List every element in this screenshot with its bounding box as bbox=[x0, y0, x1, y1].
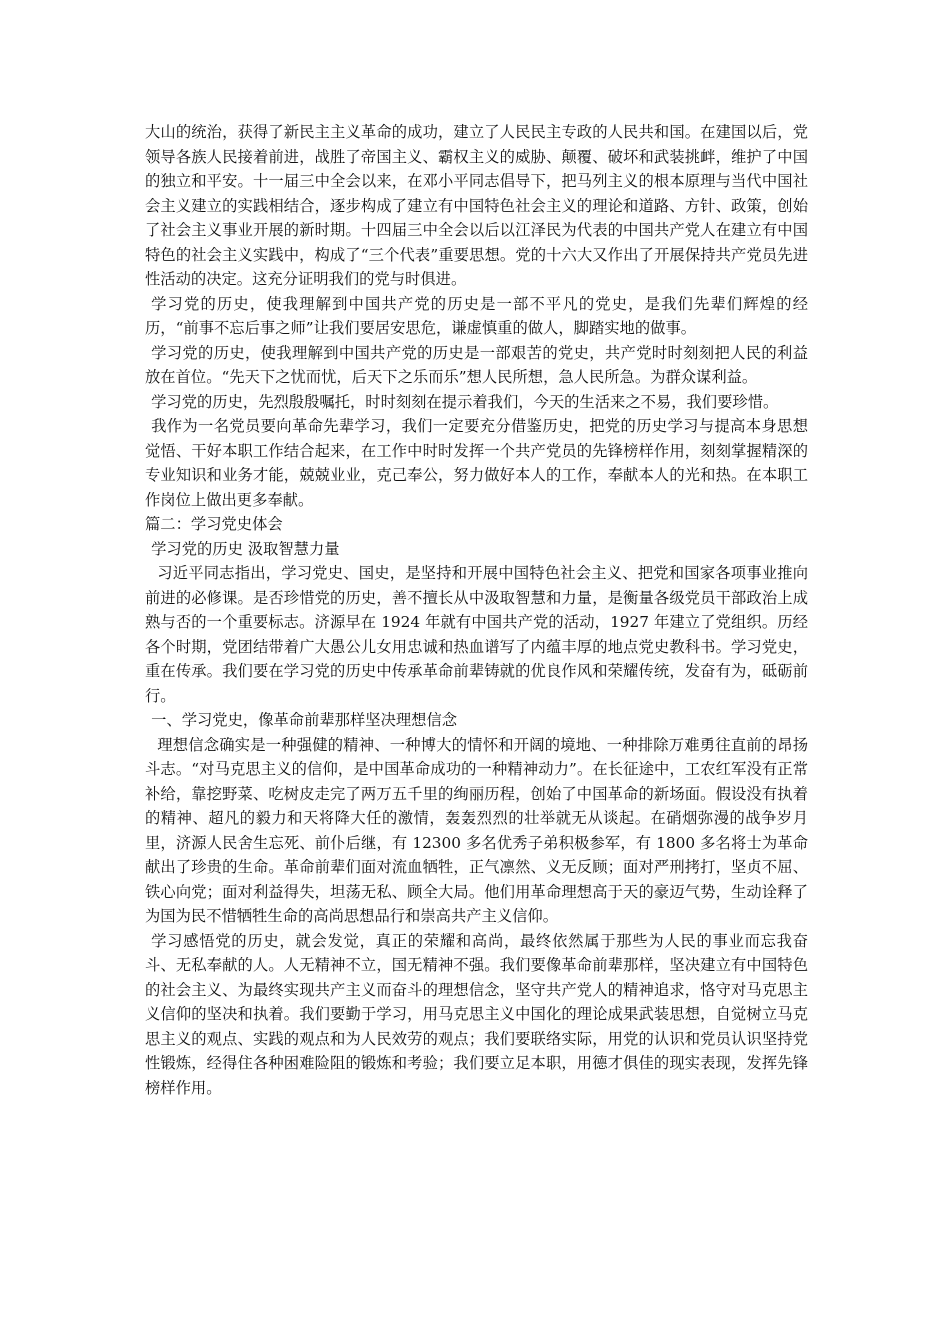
subheading-1: 一、学习党史，像革命前辈那样坚决理想信念 bbox=[151, 711, 458, 729]
article-title: 学习党的历史 汲取智慧力量 bbox=[151, 539, 340, 558]
paragraph-8: 学习感悟党的历史，就会发觉，真正的荣耀和高尚，最终依然属于那些为人民的事业而忘我奋斗、无私奉献的人。人无精神不立，国无精神不强。我们要像革命前辈那样，坚决建立有中国特色的社会主义、为最终实现共产主义而奋斗的理想信念，坚守共产党人的精神追求，恪守对马克思主义信仰的坚决和执着。我们要勤于学习，用马克思主义中国化的理论成果武装思想，自觉树立马克思主义的观点、实践的观点和为人民效劳的观点；我们要联络实际，用党的认识和党员认识坚持党性锻炼，经得住各种困难险阻的锻炼和考验；我们要立足本职，用德才俱佳的现实表现，发挥先锋榜样作用。 bbox=[145, 931, 808, 1097]
document-page bbox=[145, 120, 808, 1100]
paragraph-4: 学习党的历史，先烈殷殷嘱托，时时刻刻在提示着我们，今天的生活来之不易，我们要珍惜。 bbox=[151, 392, 779, 411]
paragraph-3: 学习党的历史，使我理解到中国共产党的历史是一部艰苦的党史，共产党时时刻刻把人民的利益放在首位。“先天下之忧而忧，后天下之乐而乐”想人民所想，急人民所急。为群众谋利益。 bbox=[145, 343, 808, 386]
paragraph-1: 大山的统治，获得了新民主主义革命的成功，建立了人民民主专政的人民共和国。在建国以后，党领导各族人民接着前进，战胜了帝国主义、霸权主义的威胁、颠覆、破坏和武装挑衅，维护了中国的独立和平安。十一届三中全会以来，在邓小平同志倡导下，把马列主义的根本原理与当代中国社会主义建立的实践相结合，逐步构成了建立有中国特色社会主义的理论和道路、方针、政策，创始了社会主义事业开展的新时期。十四届三中全会以后以江泽民为代表的中国共产党人在建立有中国特色的社会主义实践中，构成了“三个代表”重要思想。党的十六大又作出了开展保持共产党员先进性活动的决定。这充分证明我们的党与时俱进。 bbox=[145, 123, 808, 288]
section-heading: 篇二：学习党史体会 bbox=[145, 515, 283, 533]
paragraph-2: 学习党的历史，使我理解到中国共产党的历史是一部不平凡的党史，是我们先辈们辉煌的经历，“前事不忘后事之师”让我们要居安思危，谦虚慎重的做人，脚踏实地的做事。 bbox=[145, 294, 808, 337]
paragraph-6: 习近平同志指出，学习党史、国史，是坚持和开展中国特色社会主义、把党和国家各项事业推向前进的必修课。是否珍惜党的历史，善不擅长从中汲取智慧和力量，是衡量各级党员干部政治上成熟与否的一个重要标志。济源早在 1924 年就有中国共产党的活动，1927 年建立了党组织。历经各个时期，党团结带着广大愚公儿女用忠诚和热血谱写了内蕴丰厚的地点党史教科书。学习党史，重在传承。我们要在学习党的历史中传承革命前辈铸就的优良作风和荣耀传统，发奋有为，砥砺前行。 bbox=[145, 564, 808, 705]
paragraph-5: 我作为一名党员要向革命先辈学习，我们一定要充分借鉴历史，把党的历史学习与提高本身思想觉悟、干好本职工作结合起来，在工作中时时发挥一个共产党员的先锋榜样作用，刻刻掌握精深的专业知识和业务才能，兢兢业业，克己奉公，努力做好本人的工作，奉献本人的光和热。在本职工作岗位上做出更多奉献。 bbox=[145, 417, 808, 509]
paragraph-7: 理想信念确实是一种强健的精神、一种博大的情怀和开阔的境地、一种排除万难勇往直前的昂扬斗志。“对马克思主义的信仰，是中国革命成功的一种精神动力”。在长征途中，工农红军没有正常补给，靠挖野菜、吃树皮走完了两万五千里的绚丽历程，创始了中国革命的新场面。假设没有执着的精神、超凡的毅力和天将降大任的激情，轰轰烈烈的壮举就无从谈起。在硝烟弥漫的战争岁月里，济源人民舍生忘死、前仆后继，有 12300 多名优秀子弟积极参军，有 1800 多名将士为革命献出了珍贵的生命。革命前辈们面对流血牺牲，正气凛然、义无反顾；面对严刑拷打，坚贞不屈、铁心向党；面对利益得失，坦荡无私、顾全大局。他们用革命理想高于天的豪迈气势，生动诠释了为国为民不惜牺牲生命的高尚思想品行和崇高共产主义信仰。 bbox=[145, 735, 808, 925]
